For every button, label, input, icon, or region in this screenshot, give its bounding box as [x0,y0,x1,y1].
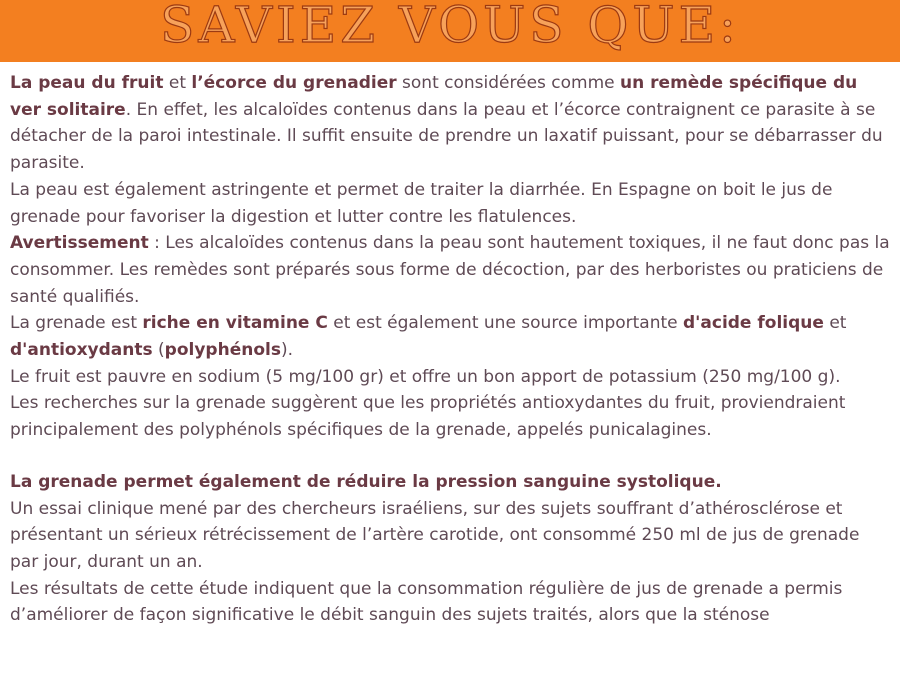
text-span: : Les alcaloïdes contenus dans la peau sont hautement toxiques, il ne faut donc pas la consommer. Les remèdes sont préparés sous forme de décoction, par des herboristes ou praticiens de santé qualifiés. [10,233,890,307]
text-span: ( [152,340,165,361]
subheading-blood-pressure: La grenade permet également de réduire la pression sanguine systolique. [10,471,722,492]
bold-fruit-peel: La peau du fruit [10,73,164,93]
text-span: et [163,73,192,93]
title-banner [0,0,900,62]
paragraph-astringent: La peau est également astringente et permet de traiter la diarrhée. En Espagne on boit le jus de grenade pour favoriser la digestion et lutter contre les flatulences. [10,179,833,227]
paragraph-nutrients [10,310,892,363]
bold-folic-acid: d'acide folique [683,313,824,334]
text-span: La grenade est [10,313,143,334]
bold-bark: l’écorce du grenadier [191,73,397,93]
text-span: . En effet, les alcaloïdes contenus dans la peau et l’écorce contraignent ce parasite à se détacher de la paroi intestinale. Il suffit ensuite de prendre un laxatif puissant, pour se débarrasser du parasite. [10,99,883,174]
paragraph-research: Les recherches sur la grenade suggèrent que les propriétés antioxydantes du fruit, proviendraient principalement des polyphénols spécifiques de la grenade, appelés punicalagines. [10,393,846,441]
paragraph-sodium-potassium: Le fruit est pauvre en sodium (5 mg/100 gr) et offre un bon apport de potassium (250 mg/100 g). [10,366,841,387]
slide-title: SAVIEZ VOUS QUE: [160,0,740,54]
bold-vitamin-c: riche en vitamine C [142,313,328,334]
paragraph-clinical-trial: Un essai clinique mené par des chercheurs israéliens, sur des sujets souffrant d’athérosclérose et présentant un sérieux rétrécissement de l’artère carotide, ont consommé 250 ml de jus de grenade par jour, durant un an. [10,498,860,572]
paragraph-results: Les résultats de cette étude indiquent que la consommation régulière de jus de grenade a permis d’améliorer de façon significative le débit sanguin des sujets traités, alors que la sténose [10,578,843,626]
paragraph-tapeworm-remedy [10,70,892,177]
bold-antioxidants: d'antioxydants [10,340,153,361]
text-span: sont considérées comme [396,73,621,93]
slide-body [10,70,892,629]
text-span: et [823,313,847,334]
paragraph-warning [10,230,892,310]
bold-polyphenols: polyphénols [164,340,281,361]
spacer [10,444,892,469]
text-span: et est également une source importante [327,313,684,334]
bold-warning-label: Avertissement [10,233,149,254]
text-span: ). [280,340,294,361]
bold-remedy: un remède spécifique du ver solitaire [10,73,858,120]
